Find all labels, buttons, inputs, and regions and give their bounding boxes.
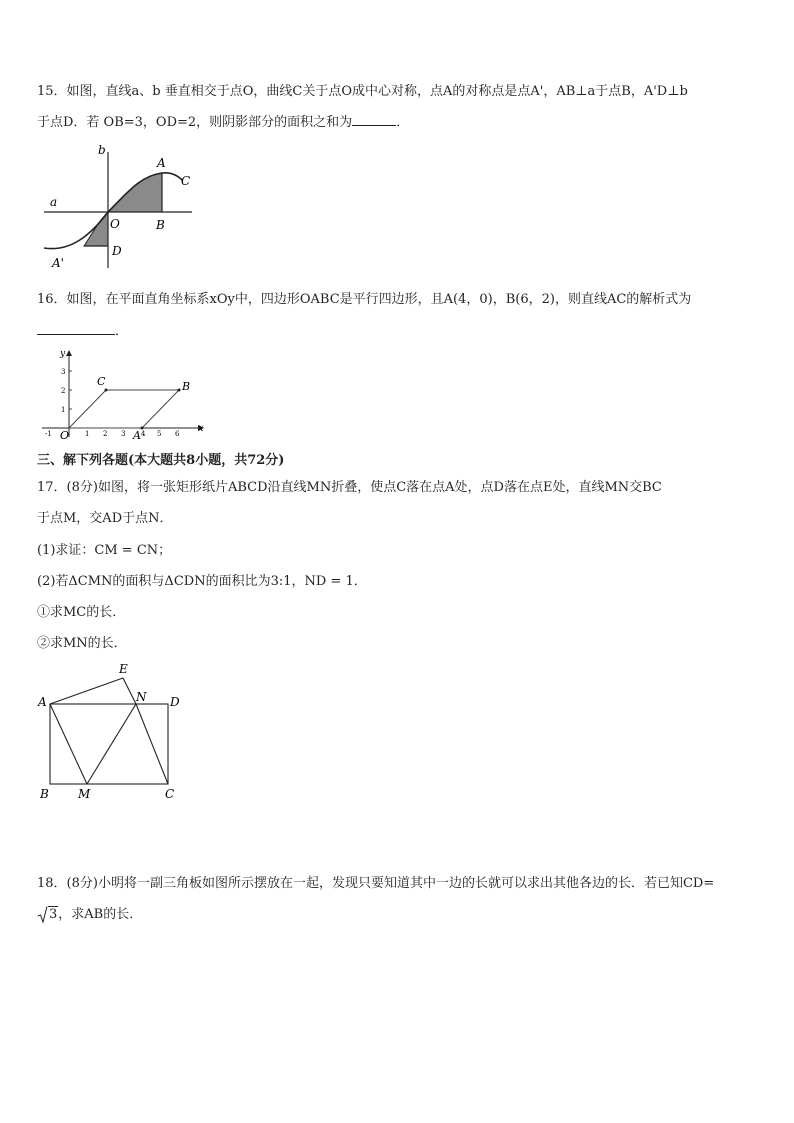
q18-sqrt xyxy=(37,906,58,924)
q16-xtick-5: 5 xyxy=(157,430,162,438)
q18-radicand: 3 xyxy=(49,907,58,922)
q16-answer-blank xyxy=(37,322,115,335)
q17-label-D: D xyxy=(170,695,180,709)
q15-label-B: B xyxy=(156,218,165,232)
q16-label-O: O xyxy=(60,429,70,442)
q15-label-C: C xyxy=(181,174,191,188)
q17-line-1: 17．(8分)如图，将一张矩形纸片ABCD沿直线MN折叠，使点C落在点A处，点D落在点E处，直线MN交BC xyxy=(37,480,662,495)
q18-radical-sign xyxy=(37,905,48,924)
q17-segment-mn xyxy=(87,704,136,784)
q15-label-b: b xyxy=(98,143,106,157)
q17-line-2: 于点M，交AD于点N． xyxy=(37,511,173,526)
q16-label-C: C xyxy=(97,375,106,388)
q16-label-B: B xyxy=(182,380,191,393)
q16-xtick-1: 1 xyxy=(85,430,90,438)
q15-line-2-end: ． xyxy=(396,115,410,130)
q15-label-O: O xyxy=(110,217,120,231)
q16-ytick-1: 1 xyxy=(61,406,66,414)
q18-line-1: 18．(8分)小明将一副三角板如图所示摆放在一起，发现只要知道其中一边的长就可以求出其他各边的长．若已知CD= xyxy=(37,876,715,891)
q16-parallelogram xyxy=(69,390,179,428)
q16-line-2-end: ． xyxy=(115,324,129,339)
q16-label-A: A xyxy=(133,429,141,442)
q17-segment-ae xyxy=(50,678,123,704)
q16-xtick-4: 4 xyxy=(141,430,146,438)
q17-segment-nc xyxy=(136,704,168,784)
q17-label-B: B xyxy=(40,787,49,801)
q16-ytick-2: 2 xyxy=(61,387,66,395)
q16-y-arrow xyxy=(66,350,72,356)
q16-line-1: 16．如图，在平面直角坐标系xOy中，四边形OABC是平行四边形，且A(4，0)，B(6，2)，则直线AC的解析式为 xyxy=(37,292,692,307)
q17-figure xyxy=(34,658,194,804)
q16-line-2 xyxy=(37,322,128,341)
q15-label-D: D xyxy=(112,244,122,258)
q15-line-2 xyxy=(37,113,409,132)
q15-answer-blank xyxy=(352,113,396,126)
q17-label-A: A xyxy=(38,695,47,709)
q15-shaded-upper xyxy=(108,173,162,212)
q17-label-E: E xyxy=(119,662,128,676)
q16-xtick-3: 3 xyxy=(121,430,126,438)
section-3-heading: 三、解下列各题(本大题共8小题，共72分) xyxy=(37,453,285,468)
q18-line-2 xyxy=(37,906,142,924)
q15-figure xyxy=(40,140,210,275)
q17-subpart-2: ②求MN的长． xyxy=(37,636,127,651)
q18-line-2-text: ，求AB的长． xyxy=(58,907,143,922)
q17-part-2: (2)若ΔCMN的面积与ΔCDN的面积比为3:1，ND = 1． xyxy=(37,574,367,589)
q15-label-A-prime: A' xyxy=(52,256,64,270)
q15-label-a: a xyxy=(50,195,58,209)
q16-label-y: y xyxy=(60,349,66,359)
q17-label-C: C xyxy=(165,787,175,801)
q16-xtick-2: 2 xyxy=(103,430,108,438)
q15-line-2-text: 于点D．若 OB=3，OD=2，则阴影部分的面积之和为 xyxy=(37,115,353,130)
q15-label-A: A xyxy=(157,156,166,170)
q16-ytick-3: 3 xyxy=(61,368,66,376)
q16-figure xyxy=(38,342,213,442)
q17-part-1: (1)求证：CM = CN； xyxy=(37,543,172,558)
q17-subpart-1: ①求MC的长． xyxy=(37,605,126,620)
q17-segment-en xyxy=(123,678,136,704)
q16-label-x: x xyxy=(198,423,204,434)
q16-xtick-6: 6 xyxy=(175,430,180,438)
q17-label-N: N xyxy=(136,690,147,704)
q15-line-1: 15．如图，直线a、b 垂直相交于点O，曲线C关于点O成中心对称，点A的对称点是点A'，AB⊥a于点B，A'D⊥b xyxy=(37,84,688,99)
q17-label-M: M xyxy=(78,787,91,801)
q17-rectangle xyxy=(50,704,168,784)
q16-xtick-neg1: -1 xyxy=(45,430,52,438)
q17-segment-am xyxy=(50,704,87,784)
